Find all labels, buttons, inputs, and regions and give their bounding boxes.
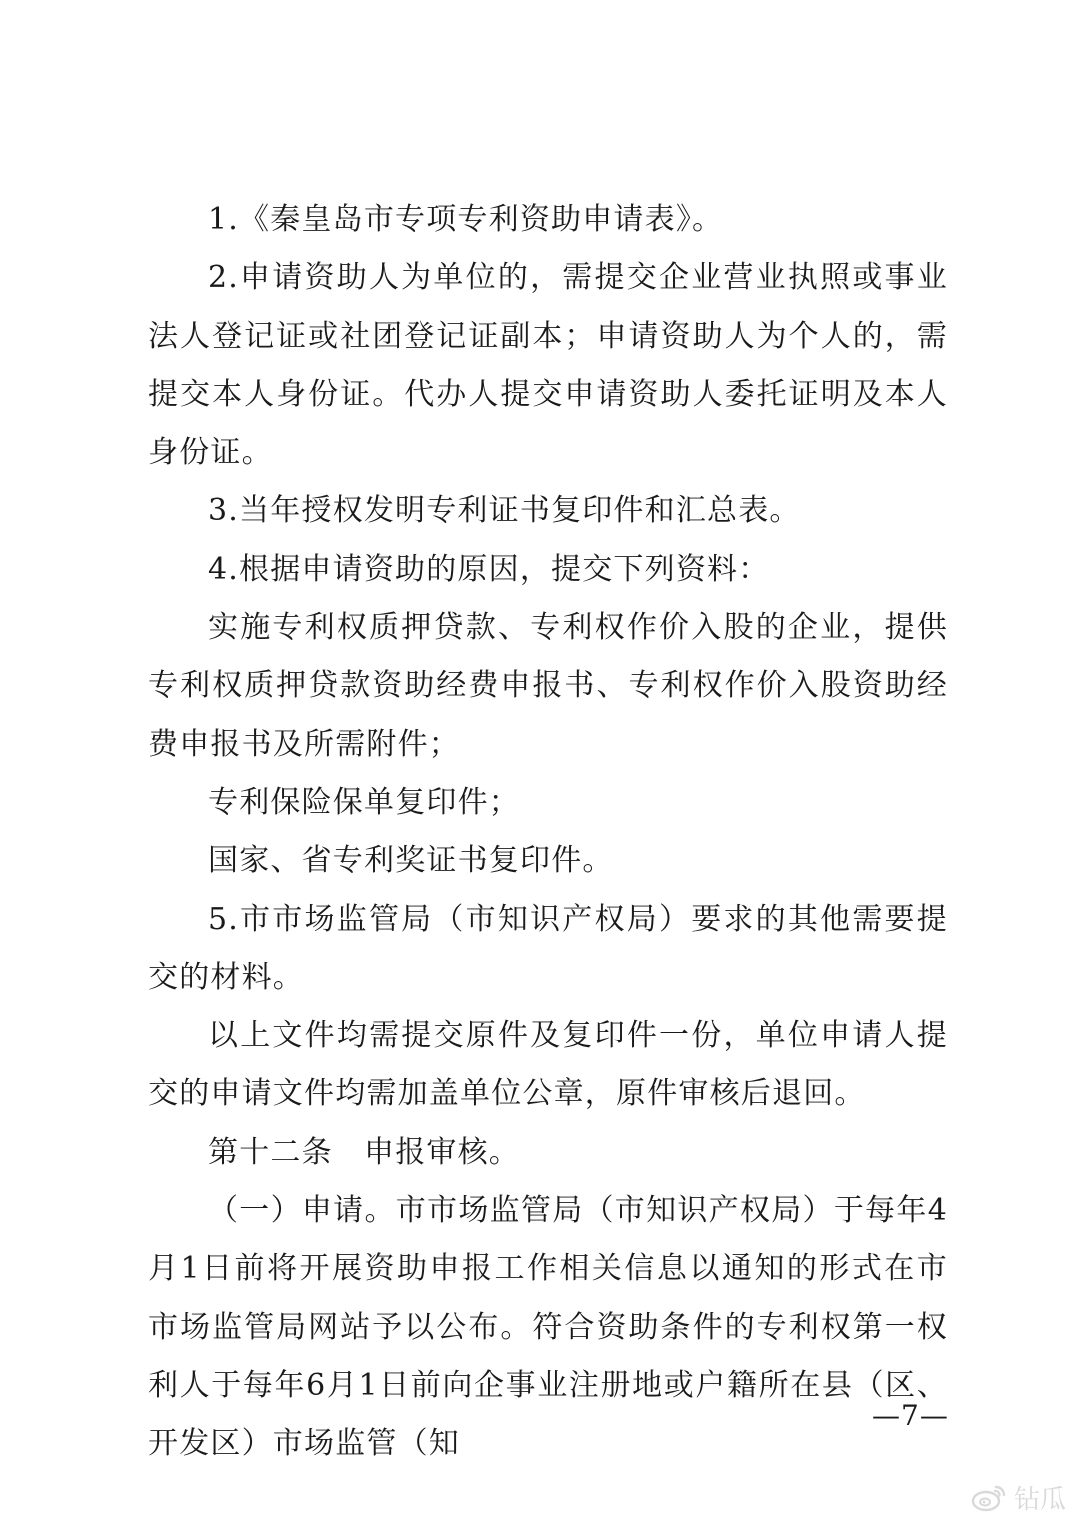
weibo-icon [970, 1481, 1008, 1513]
paragraph-materials-award: 国家、省专利奖证书复印件。 [208, 843, 614, 879]
paragraph-item-2: 2.申请资助人为单位的，需提交企业营业执照或事业法人登记证或社团登记证副本；申请资助人为个人的，需提交本人身份证。代办人提交申请资助人委托证明及本人身份证。 [148, 260, 948, 471]
paragraph-materials-insurance: 专利保险保单复印件； [208, 784, 520, 820]
paragraph-item-1: 1.《秦皇岛市专项专利资助申请表》。 [208, 202, 724, 237]
paragraph-item-3: 3.当年授权发明专利证书复印件和汇总表。 [208, 493, 801, 529]
article-heading: 第十二条 申报审核。 [208, 1134, 520, 1170]
paragraph-item-4: 4.根据申请资助的原因，提交下列资料： [208, 551, 770, 587]
paragraph-application: （一）申请。市市场监管局（市知识产权局）于每年4月1日前将开展资助申报工作相关信息以通知的形式在市市场监管局网站予以公布。符合资助条件的专利权第一权利人于每年6月1日前向企事业注册地或户籍所在县（区、开发区）市场监管（知 [148, 1193, 948, 1462]
page-number: —7— [872, 1399, 949, 1432]
watermark [970, 1477, 1066, 1517]
paragraph-note: 以上文件均需提交原件及复印件一份，单位申请人提交的申请文件均需加盖单位公章，原件审核后退回。 [148, 1018, 948, 1112]
document-body [148, 191, 948, 1474]
paragraph-materials-pledge: 实施专利权质押贷款、专利权作价入股的企业，提供专利权质押贷款资助经费申报书、专利权作价入股资助经费申报书及所需附件； [148, 610, 948, 762]
watermark-text: 钻瓜 [1013, 1484, 1066, 1515]
paragraph-item-5: 5.市市场监管局（市知识产权局）要求的其他需要提交的材料。 [148, 901, 948, 995]
